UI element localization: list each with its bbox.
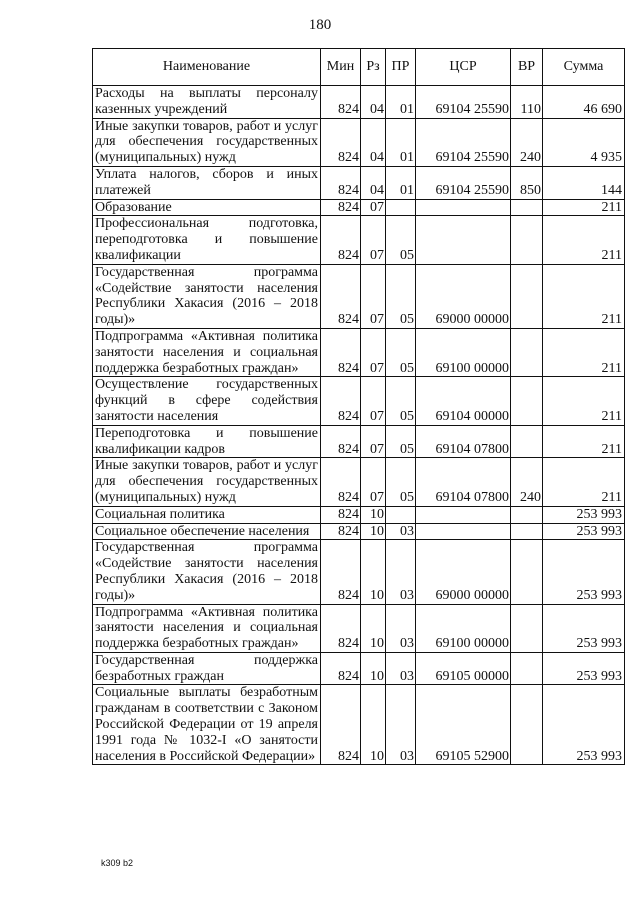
cell-vr (511, 377, 543, 425)
cell-rz: 07 (361, 425, 386, 458)
cell-vr: 240 (511, 118, 543, 166)
table-row (93, 458, 625, 506)
cell-pr: 01 (386, 86, 416, 119)
cell-sum: 211 (543, 425, 625, 458)
cell-csr: 69104 25590 (416, 118, 511, 166)
cell-sum: 211 (543, 377, 625, 425)
cell-pr (386, 506, 416, 523)
cell-rz: 07 (361, 377, 386, 425)
cell-pr: 05 (386, 216, 416, 264)
cell-csr: 69104 25590 (416, 86, 511, 119)
cell-vr (511, 540, 543, 604)
cell-sum: 253 993 (543, 540, 625, 604)
cell-sum: 211 (543, 458, 625, 506)
cell-sum: 253 993 (543, 604, 625, 652)
cell-min: 824 (321, 86, 361, 119)
cell-sum: 211 (543, 199, 625, 216)
cell-name: Иные закупки товаров, работ и услуг для обеспечения государственных (муниципальных) нужд (93, 458, 321, 506)
cell-min: 824 (321, 506, 361, 523)
cell-pr: 03 (386, 540, 416, 604)
table-row (93, 377, 625, 425)
cell-rz: 04 (361, 86, 386, 119)
cell-min: 824 (321, 540, 361, 604)
cell-rz: 07 (361, 264, 386, 328)
cell-sum: 46 690 (543, 86, 625, 119)
header-vr: ВР (511, 49, 543, 86)
cell-rz: 04 (361, 118, 386, 166)
cell-csr (416, 216, 511, 264)
cell-min: 824 (321, 458, 361, 506)
cell-name: Социальное обеспечение населения (93, 523, 321, 540)
cell-min: 824 (321, 264, 361, 328)
cell-sum: 4 935 (543, 118, 625, 166)
cell-csr (416, 506, 511, 523)
cell-name: Социальная политика (93, 506, 321, 523)
cell-rz: 07 (361, 199, 386, 216)
cell-vr: 240 (511, 458, 543, 506)
cell-sum: 253 993 (543, 685, 625, 765)
page-number: 180 (308, 17, 332, 33)
cell-vr (511, 328, 543, 376)
header-rz: Рз (361, 49, 386, 86)
cell-name: Переподготовка и повышение квалификации кадров (93, 425, 321, 458)
cell-vr (511, 652, 543, 685)
cell-min: 824 (321, 199, 361, 216)
cell-sum: 144 (543, 166, 625, 199)
cell-rz: 10 (361, 604, 386, 652)
cell-min: 824 (321, 604, 361, 652)
header-sum: Сумма (543, 49, 625, 86)
table-row (93, 216, 625, 264)
cell-rz: 10 (361, 685, 386, 765)
table-row (93, 652, 625, 685)
cell-vr: 850 (511, 166, 543, 199)
cell-csr: 69104 07800 (416, 425, 511, 458)
cell-csr: 69105 52900 (416, 685, 511, 765)
cell-min: 824 (321, 652, 361, 685)
cell-vr (511, 685, 543, 765)
table-row (93, 540, 625, 604)
cell-csr: 69105 00000 (416, 652, 511, 685)
header-pr: ПР (386, 49, 416, 86)
table-row (93, 506, 625, 523)
cell-name: Уплата налогов, сборов и иных платежей (93, 166, 321, 199)
cell-min: 824 (321, 523, 361, 540)
cell-pr: 05 (386, 328, 416, 376)
cell-sum: 211 (543, 264, 625, 328)
table-row (93, 604, 625, 652)
cell-name: Подпрограмма «Активная политика занятости населения и социальная поддержка безработных граждан» (93, 328, 321, 376)
cell-min: 824 (321, 166, 361, 199)
cell-csr: 69100 00000 (416, 328, 511, 376)
cell-min: 824 (321, 328, 361, 376)
cell-pr: 03 (386, 604, 416, 652)
cell-sum: 253 993 (543, 523, 625, 540)
cell-sum: 253 993 (543, 506, 625, 523)
cell-name: Государственная поддержка безработных граждан (93, 652, 321, 685)
header-csr: ЦСР (416, 49, 511, 86)
footer-code: k309 b2 (101, 858, 134, 868)
cell-pr: 03 (386, 685, 416, 765)
cell-vr: 110 (511, 86, 543, 119)
cell-min: 824 (321, 216, 361, 264)
table-row (93, 425, 625, 458)
table-row (93, 86, 625, 119)
cell-rz: 10 (361, 652, 386, 685)
table-row (93, 264, 625, 328)
cell-rz: 10 (361, 523, 386, 540)
cell-sum: 253 993 (543, 652, 625, 685)
cell-pr: 05 (386, 377, 416, 425)
cell-csr: 69104 00000 (416, 377, 511, 425)
cell-pr: 03 (386, 523, 416, 540)
cell-csr: 69100 00000 (416, 604, 511, 652)
cell-csr: 69104 07800 (416, 458, 511, 506)
cell-pr: 05 (386, 458, 416, 506)
cell-name: Профессиональная подготовка, переподготовка и повышение квалификации (93, 216, 321, 264)
cell-vr (511, 264, 543, 328)
cell-csr: 69104 25590 (416, 166, 511, 199)
table-row (93, 685, 625, 765)
cell-rz: 07 (361, 216, 386, 264)
cell-pr: 03 (386, 652, 416, 685)
cell-name: Социальные выплаты безработным гражданам в соответствии с Законом Российской Федерации от 19 апреля 1991 года № 1032-I «О занятости населения в Российской Федерации» (93, 685, 321, 765)
cell-pr: 05 (386, 264, 416, 328)
cell-sum: 211 (543, 328, 625, 376)
cell-vr (511, 425, 543, 458)
cell-vr (511, 506, 543, 523)
cell-name: Осуществление государственных функций в сфере содействия занятости населения (93, 377, 321, 425)
table-header-row (93, 49, 625, 86)
cell-vr (511, 216, 543, 264)
table-row (93, 523, 625, 540)
cell-min: 824 (321, 425, 361, 458)
cell-name: Государственная программа «Содействие занятости населения Республики Хакасия (2016 – 2018 годы)» (93, 540, 321, 604)
budget-table (92, 48, 625, 765)
cell-pr: 01 (386, 118, 416, 166)
cell-rz: 10 (361, 540, 386, 604)
cell-csr (416, 199, 511, 216)
cell-rz: 07 (361, 458, 386, 506)
cell-rz: 07 (361, 328, 386, 376)
cell-name: Образование (93, 199, 321, 216)
cell-csr: 69000 00000 (416, 540, 511, 604)
cell-pr: 01 (386, 166, 416, 199)
cell-name: Расходы на выплаты персоналу казенных учреждений (93, 86, 321, 119)
table-row (93, 328, 625, 376)
cell-vr (511, 523, 543, 540)
cell-name: Иные закупки товаров, работ и услуг для обеспечения государственных (муниципальных) нужд (93, 118, 321, 166)
cell-sum: 211 (543, 216, 625, 264)
cell-min: 824 (321, 118, 361, 166)
cell-vr (511, 604, 543, 652)
table-row (93, 118, 625, 166)
cell-name: Государственная программа «Содействие занятости населения Республики Хакасия (2016 – 2018 годы)» (93, 264, 321, 328)
table-row (93, 199, 625, 216)
table-row (93, 166, 625, 199)
cell-name: Подпрограмма «Активная политика занятости населения и социальная поддержка безработных граждан» (93, 604, 321, 652)
cell-rz: 04 (361, 166, 386, 199)
cell-pr (386, 199, 416, 216)
cell-csr (416, 523, 511, 540)
cell-min: 824 (321, 685, 361, 765)
cell-rz: 10 (361, 506, 386, 523)
header-name: Наименование (93, 49, 321, 86)
header-min: Мин (321, 49, 361, 86)
cell-pr: 05 (386, 425, 416, 458)
cell-csr: 69000 00000 (416, 264, 511, 328)
cell-min: 824 (321, 377, 361, 425)
cell-vr (511, 199, 543, 216)
